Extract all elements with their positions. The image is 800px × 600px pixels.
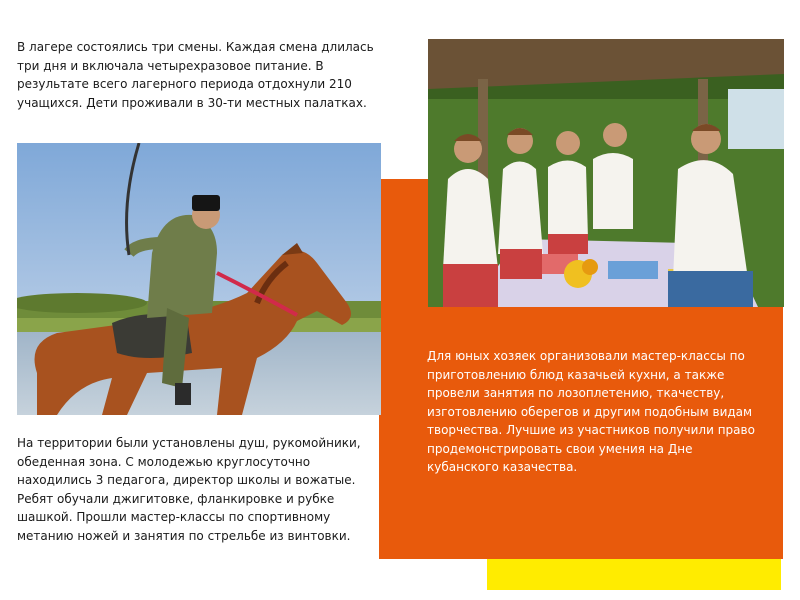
photo-horse-rider — [17, 143, 381, 415]
photo-girls-master-class — [428, 39, 784, 307]
paragraph-camp-shifts: В лагере состоялись три смены. Каждая смена длилась три дня и включала четырехразовое питание. В результате всего лагерного периода отдохнули 210 учащихся. Дети проживали в 30-ти местных палатках. — [17, 40, 374, 110]
paragraph-master-classes: Для юных хозяек организовали мастер-классы по приготовлению блюд казачьей кухни, а также провели занятия по лозоплетению, ткачеству, изготовлению оберегов и другим подобным видам творчества. Лучшие из участников получили право продемонстрировать свои умения на Дне кубанского казачества. — [427, 349, 755, 474]
paragraph-camp-facilities: На территории были установлены душ, рукомойники, обеденная зона. С молодежью круглосуточно находились 3 педагога, директор школы и вожатые. Ребят обучали джигитовке, фланкировке и рубке шашкой. Прошли мастер-классы по спортивному метанию ножей и занятия по стрельбе из винтовки. — [17, 436, 361, 543]
